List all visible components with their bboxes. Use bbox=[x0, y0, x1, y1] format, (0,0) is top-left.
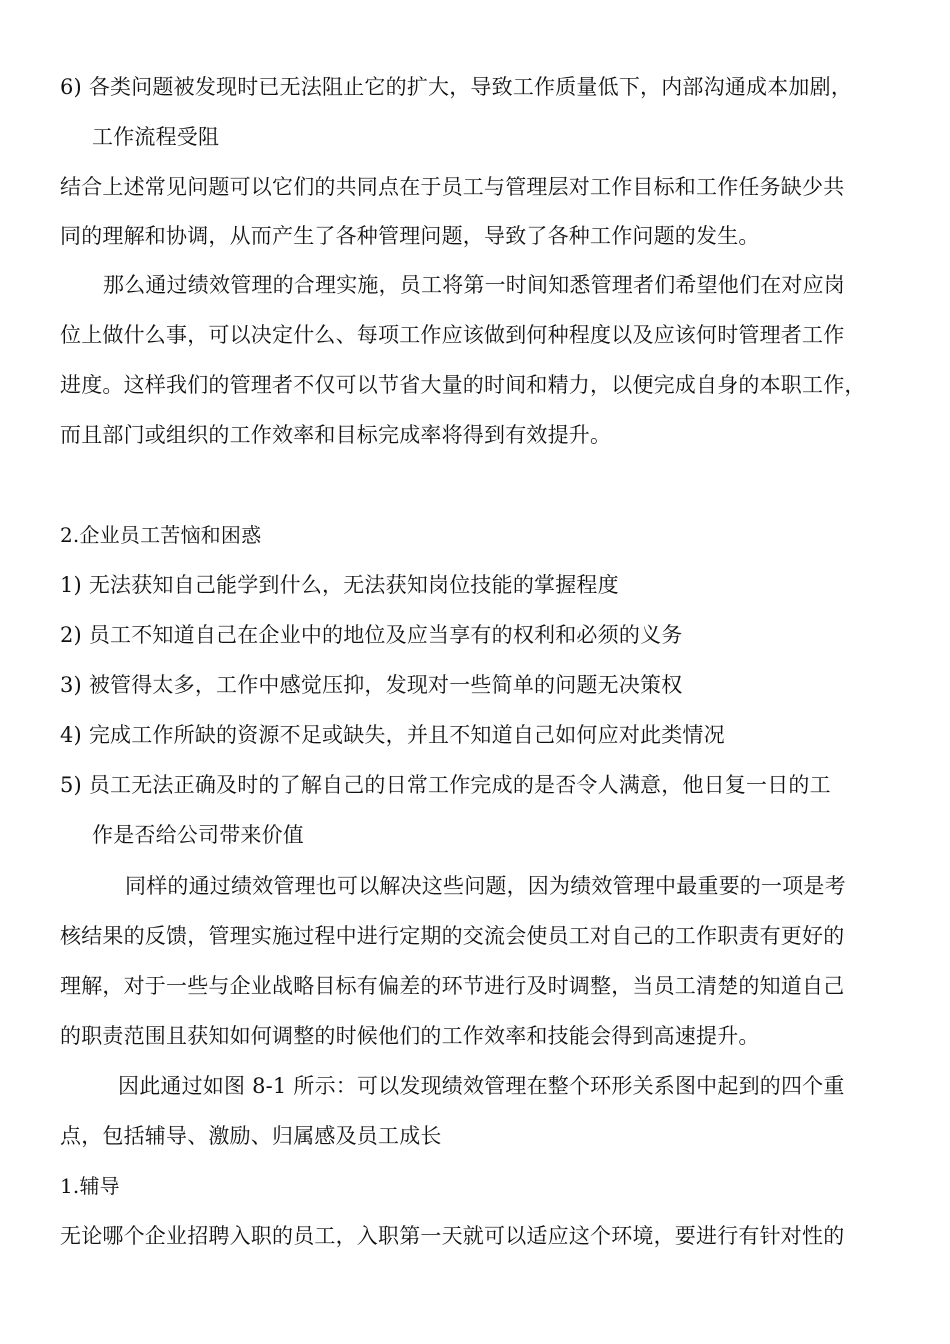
paragraph-performance-line-3: 进度。这样我们的管理者不仅可以节省大量的时间和精力，以便完成自身的本职工作， bbox=[60, 373, 866, 397]
paragraph-performance-line-2: 位上做什么事，可以决定什么、每项工作应该做到何种程度以及应该何时管理者工作 bbox=[60, 323, 845, 347]
list-item-3: 3) 被管得太多，工作中感觉压抑，发现对一些简单的问题无决策权 bbox=[60, 673, 683, 697]
paragraph-performance-line-1: 那么通过绩效管理的合理实施，员工将第一时间知悉管理者们希望他们在对应岗 bbox=[103, 273, 845, 297]
paragraph-performance-line-4: 而且部门或组织的工作效率和目标完成率将得到有效提升。 bbox=[60, 423, 612, 447]
list-item-2: 2) 员工不知道自己在企业中的地位及应当享有的权利和必须的义务 bbox=[60, 623, 683, 647]
paragraph-summary-line-1: 结合上述常见问题可以它们的共同点在于员工与管理层对工作目标和工作任务缺少共 bbox=[60, 175, 845, 199]
paragraph-figure-line-2: 点，包括辅导、激励、归属感及员工成长 bbox=[60, 1124, 442, 1148]
list-item-6: 6) 各类问题被发现时已无法阻止它的扩大，导致工作质量低下，内部沟通成本加剧， bbox=[60, 75, 853, 99]
paragraph-summary-line-2: 同的理解和协调，从而产生了各种管理问题，导致了各种工作问题的发生。 bbox=[60, 224, 760, 248]
list-item-5: 5) 员工无法正确及时的了解自己的日常工作完成的是否令人满意，他日复一日的工 bbox=[60, 773, 831, 797]
list-item-1: 1) 无法获知自己能学到什么，无法获知岗位技能的掌握程度 bbox=[60, 573, 619, 597]
paragraph-feedback-line-1: 同样的通过绩效管理也可以解决这些问题，因为绩效管理中最重要的一项是考 bbox=[125, 874, 846, 898]
list-item-6-continuation: 工作流程受阻 bbox=[92, 125, 220, 149]
list-item-5-continuation: 作是否给公司带来价值 bbox=[92, 823, 304, 847]
paragraph-coaching-line-1: 无论哪个企业招聘入职的员工，入职第一天就可以适应这个环境，要进行有针对性的 bbox=[60, 1224, 845, 1248]
section-heading-1: 1.辅导 bbox=[60, 1174, 120, 1198]
paragraph-feedback-line-4: 的职责范围且获知如何调整的时候他们的工作效率和技能会得到高速提升。 bbox=[60, 1024, 760, 1048]
section-heading-2: 2.企业员工苦恼和困惑 bbox=[60, 523, 262, 547]
list-item-4: 4) 完成工作所缺的资源不足或缺失，并且不知道自己如何应对此类情况 bbox=[60, 723, 725, 747]
paragraph-feedback-line-3: 理解，对于一些与企业战略目标有偏差的环节进行及时调整，当员工清楚的知道自己 bbox=[60, 974, 845, 998]
paragraph-figure-line-1: 因此通过如图 8-1 所示：可以发现绩效管理在整个环形关系图中起到的四个重 bbox=[118, 1074, 845, 1098]
paragraph-feedback-line-2: 核结果的反馈，管理实施过程中进行定期的交流会使员工对自己的工作职责有更好的 bbox=[60, 924, 845, 948]
